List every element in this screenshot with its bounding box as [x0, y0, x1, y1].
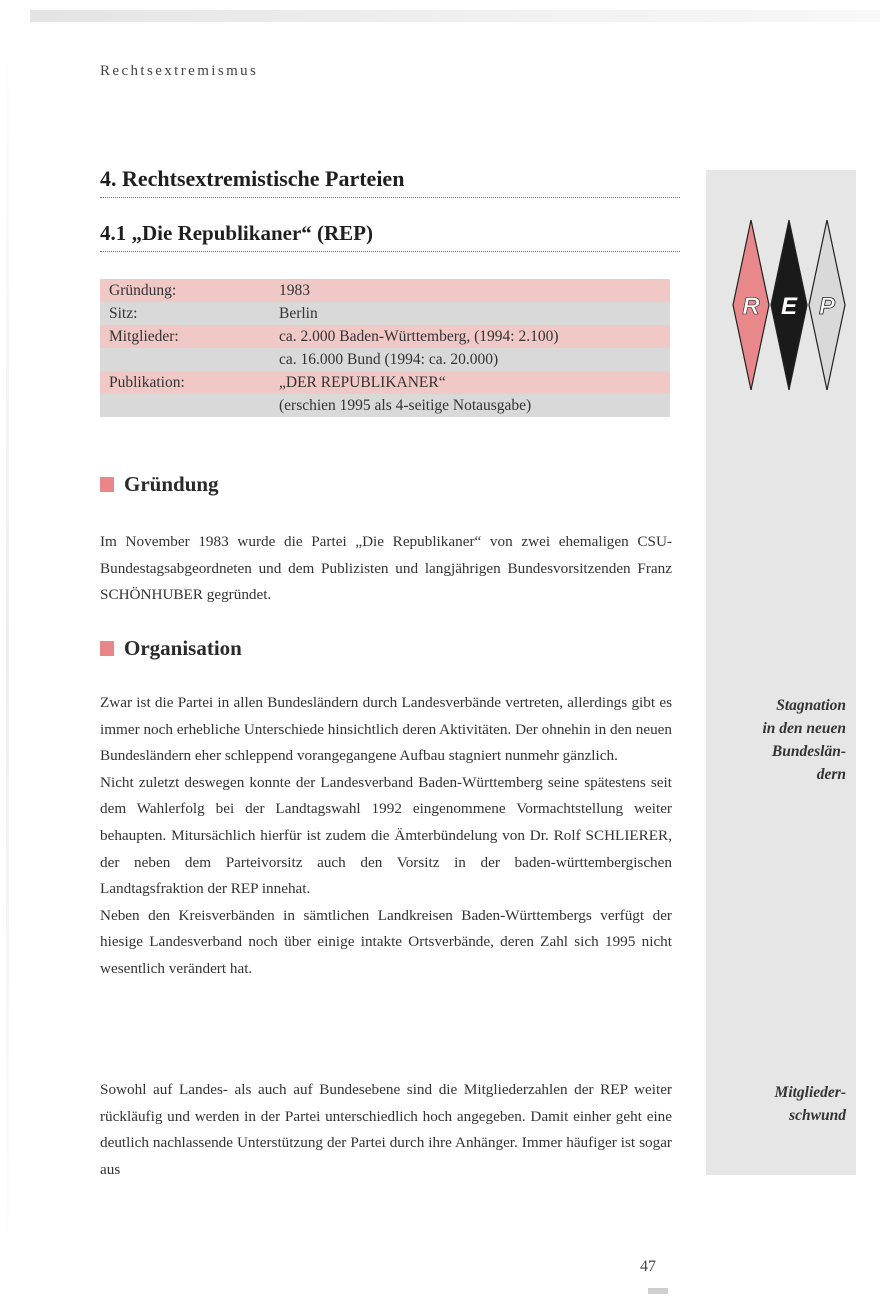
margin-note-line: in den neuen — [762, 720, 846, 737]
table-value: (erschien 1995 als 4-seitige Notausgabe) — [279, 394, 670, 417]
margin-note-mitgliederschwund — [696, 1081, 846, 1127]
heading-gruendung — [100, 472, 219, 497]
table-value: 1983 — [279, 279, 670, 302]
heading-text: Gründung — [124, 472, 219, 496]
table-row — [100, 279, 670, 302]
page-edge-shadow — [6, 0, 9, 1299]
paragraph-text: Sowohl auf Landes- als auch auf Bundesebene sind die Mitgliederzahlen der REP weiter rückläufig und werden in der Partei unterschiedlich hoch angegeben. Damit einher geht eine deutlich nachlassende Unterstützung der Partei durch ihre Anhänger. Immer häufiger ist sogar aus — [100, 1081, 672, 1178]
table-key — [100, 394, 279, 417]
table-key: Gründung: — [100, 279, 279, 302]
table-key: Sitz: — [100, 302, 279, 325]
page-tab — [648, 1288, 668, 1294]
table-row — [100, 348, 670, 371]
running-title: Rechtsextremismus — [100, 63, 259, 79]
heading-marker — [100, 477, 114, 492]
table-value: Berlin — [279, 302, 670, 325]
margin-note-line: Mitglieder- — [774, 1084, 846, 1101]
table-value: ca. 16.000 Bund (1994: ca. 20.000) — [279, 348, 670, 371]
logo-letter-e: E — [780, 293, 798, 320]
heading-marker — [100, 641, 114, 656]
section-title: 4. Rechtsextremistische Parteien — [100, 166, 680, 198]
table-row — [100, 371, 670, 394]
subsection-title: 4.1 „Die Republikaner“ (REP) — [100, 221, 680, 252]
table-row — [100, 302, 670, 325]
table-key: Publikation: — [100, 371, 279, 394]
margin-note-line: Stagnation — [776, 697, 846, 714]
logo-letter-p: P — [818, 293, 836, 320]
paragraph-text: Neben den Kreisverbänden in sämtlichen Landkreisen Baden-Württembergs verfügt der hiesige Landesverband noch über einige intakte Ortsverbände, deren Zahl sich 1995 nicht wesentlich verändert hat. — [100, 906, 672, 977]
top-rule — [30, 10, 880, 22]
page-number: 47 — [640, 1258, 656, 1275]
margin-note-stagnation — [696, 694, 846, 786]
table-value: ca. 2.000 Baden-Württemberg, (1994: 2.100) — [279, 325, 670, 348]
heading-text: Organisation — [124, 636, 242, 660]
margin-note-line: Bundeslän- — [771, 743, 846, 760]
paragraph-text: Nicht zuletzt deswegen konnte der Landesverband Baden-Württemberg seine spätestens seit dem Wahlerfolg bei der Landtagswahl 1992 eingenommene Vormachtstellung weiter behaupten. Mitursächlich hierfür ist zudem die Ämterbündelung von Dr. Rolf SCHLIERER, der neben dem Parteivorsitz auch den Vorsitz in der baden-württembergischen Landtagsfraktion der REP innehat. — [100, 773, 672, 898]
party-info-table — [100, 279, 670, 417]
paragraph-gruendung — [100, 529, 672, 609]
paragraph-text: Im November 1983 wurde die Partei „Die Republikaner“ von zwei ehemaligen CSU-Bundestagsabgeordneten und dem Publizisten und langjährigen Bundesvorsitzenden Franz SCHÖNHUBER gegründet. — [100, 533, 672, 604]
table-row — [100, 325, 670, 348]
paragraph-text: Zwar ist die Partei in allen Bundesländern durch Landesverbände vertreten, allerdings gibt es immer noch erhebliche Unterschiede hinsichtlich deren Aktivitäten. Der ohnehin in den neuen Bundesländern eher schleppend vorangegangene Aufbau stagniert nunmehr gänzlich. — [100, 694, 672, 765]
table-key: Mitglieder: — [100, 325, 279, 348]
paragraph-members — [100, 1077, 672, 1183]
heading-organisation — [100, 636, 242, 661]
table-value: „DER REPUBLIKANER“ — [279, 371, 670, 394]
paragraph-organisation — [100, 690, 672, 983]
table-row — [100, 394, 670, 417]
margin-note-line: schwund — [789, 1107, 846, 1124]
margin-note-line: dern — [816, 766, 846, 783]
logo-letter-r: R — [742, 293, 760, 320]
rep-logo — [732, 218, 846, 392]
table-key — [100, 348, 279, 371]
